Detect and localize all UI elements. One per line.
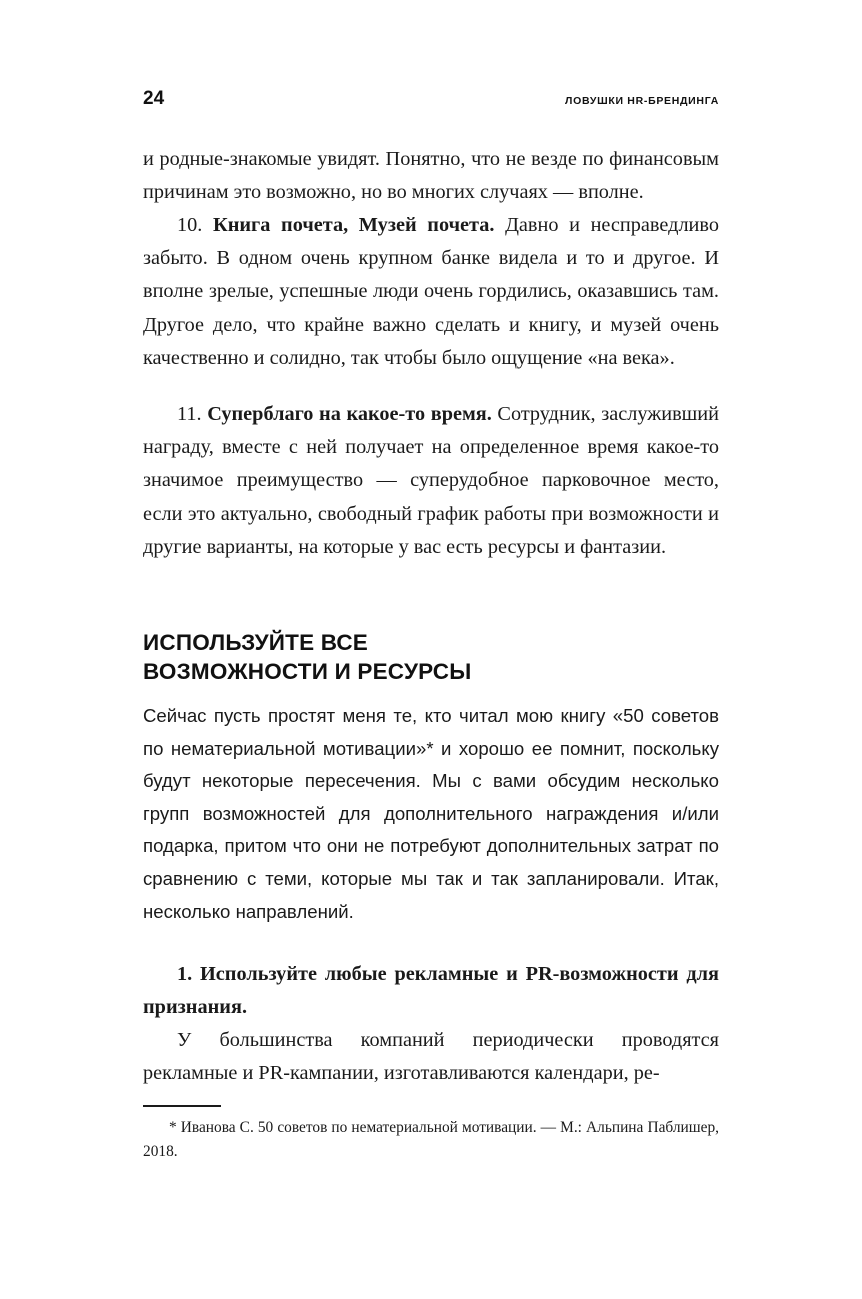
section-intro-paragraph bbox=[143, 700, 719, 928]
running-title: ЛОВУШКИ HR-БРЕНДИНГА bbox=[565, 95, 719, 107]
page-number: 24 bbox=[143, 88, 165, 109]
paragraph-text bbox=[143, 398, 719, 564]
item-number: 10. bbox=[177, 214, 213, 236]
subitem-heading-line-2: для признания. bbox=[143, 963, 719, 1019]
item-number: 11. bbox=[177, 403, 208, 425]
page-content bbox=[143, 0, 719, 1299]
item-body: Давно и несправедливо забыто. В одном очень крупном банке видела и то и другое. И вполне зрелые, успешные люди очень гордились, оказавшись там. Другое дело, что крайне важно сделать и книгу, и музей очень качественно и солидно, так чтобы было ощущение «на века». bbox=[143, 214, 719, 369]
section-heading bbox=[143, 628, 719, 686]
item-title: Книга почета, Музей почета. bbox=[212, 214, 495, 236]
running-head bbox=[143, 88, 719, 110]
paragraph-text: и родные-знакомые увидят. Понятно, что не везде по финансовым причинам это возможно, но во многих случаях — вполне. bbox=[143, 148, 719, 204]
subitem-1-heading bbox=[143, 958, 719, 1024]
paragraph-text: У большинства компаний периодически проводятся рекламные и PR-кампании, изготавливаются календари, ре- bbox=[143, 1029, 719, 1085]
footnote-text: * Иванова С. 50 советов по нематериальной мотивации. — М.: Альпина Паблишер, 2018. bbox=[143, 1119, 719, 1160]
section-heading-line-1: ИСПОЛЬЗУЙТЕ ВСЕ bbox=[143, 630, 368, 655]
paragraph-continuation bbox=[143, 143, 719, 209]
paragraph-text bbox=[143, 209, 719, 375]
paragraph-text: Сейчас пусть простят меня те, кто читал мою книгу «50 советов по нематериальной мотивации»* и хорошо ее помнит, поскольку будут некоторые пересечения. Мы с вами обсудим несколько групп возможностей для дополнительного награждения и/или подарка, притом что они не потребуют дополнительных затрат по сравнению с теми, которые мы так и так запланировали. Итак, несколько направлений. bbox=[143, 705, 719, 922]
item-title: Суперблаго на какое-то время. bbox=[207, 403, 492, 425]
paragraph-text bbox=[143, 958, 719, 1024]
item-body: Сотрудник, заслуживший награду, вместе с ней получает на определенное время какое-то значимое преимущество — суперудобное парковочное место, если это актуально, свободный график работы при возможности и другие варианты, на которые у вас есть ресурсы и фантазии. bbox=[143, 403, 719, 558]
section-heading-line-2: ВОЗМОЖНОСТИ И РЕСУРСЫ bbox=[143, 659, 472, 684]
subitem-1-body bbox=[143, 1024, 719, 1090]
list-item-10 bbox=[143, 209, 719, 375]
subitem-heading-line-1: 1. Используйте любые рекламные и PR-возможности bbox=[177, 963, 679, 985]
footnote-rule bbox=[143, 1105, 221, 1107]
list-item-11 bbox=[143, 398, 719, 564]
